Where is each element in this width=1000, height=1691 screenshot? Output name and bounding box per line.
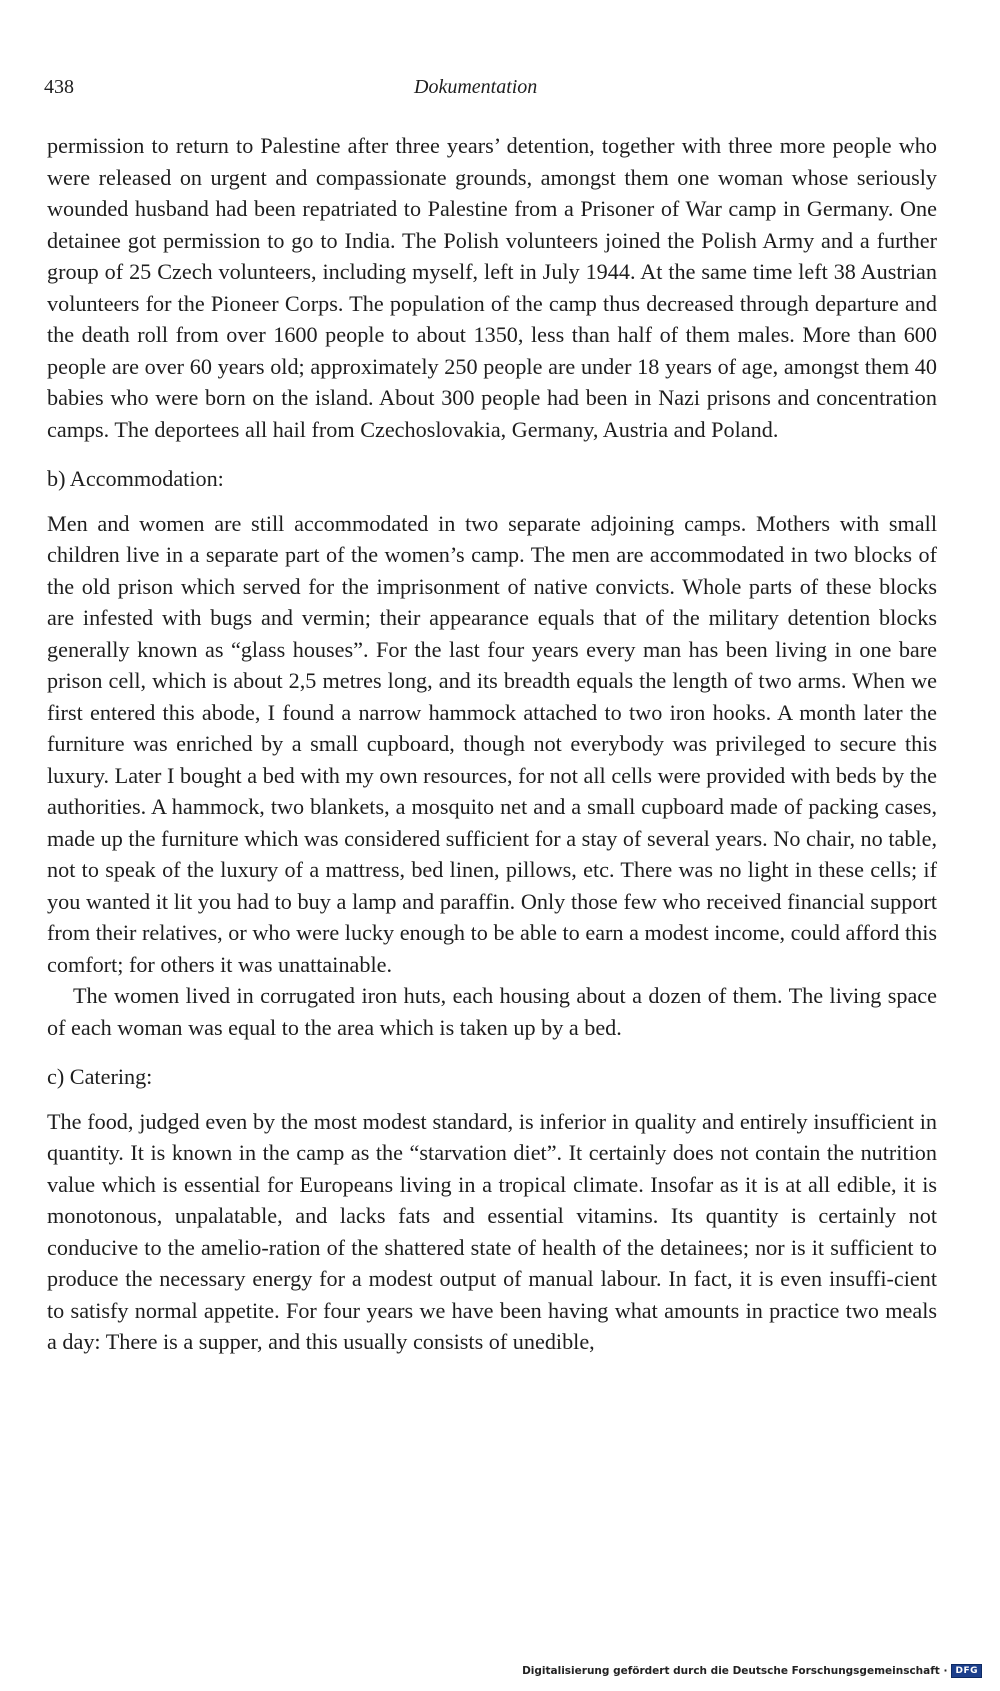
intro-paragraph: permission to return to Palestine after three years’ detention, together with three more people who were released on urgent and compassionate grounds, amongst them one woman whose seriously wounded husband had been repatriated to Palestine from a Prisoner of War camp in Germany. One detainee got permission to go to India. The Polish volunteers joined the Polish Army and a further group of 25 Czech volunteers, including myself, left in July 1944. At the same time left 38 Austrian volunteers for the Pioneer Corps. The population of the camp thus decreased through departure and the death roll from over 1600 people to about 1350, less than half of them males. More than 600 people are over 60 years old; approximately 250 people are under 18 years of age, amongst them 40 babies who were born on the island. About 300 people had been in Nazi prisons and concentration camps. The deportees all hail from Czechoslovakia, Germany, Austria and Poland. xyxy=(47,133,937,442)
catering-paragraph-1: The food, judged even by the most modest standard, is inferior in quality and entirely insufficient in quantity. It is known in the camp as the “starvation diet”. It certainly does not contain the nutrition value which is essential for Europeans living in a tropical climate. Insofar as it is at all edible, it is monotonous, unpalatable, and lacks fats and essential vitamins. Its quantity is certainly not conducive to the amelio-ration of the shattered state of health of the detainees; nor is it sufficient to produce the necessary energy for a modest output of manual labour. In fact, it is even insuffi-cient to satisfy normal appetite. For four years we have been having what amounts in practice two meals a day: There is a supper, and this usually consists of unedible, xyxy=(47,1108,937,1354)
credit-text: Digitalisierung gefördert durch die Deutsche Forschungsgemeinschaft · xyxy=(522,1665,948,1677)
page-header xyxy=(44,76,934,106)
body-text xyxy=(47,130,937,1358)
accommodation-paragraph-2: The women lived in corrugated iron huts, each housing about a dozen of them. The living space of each woman was equal to the area which is taken up by a bed. xyxy=(47,983,937,1040)
digitization-credit xyxy=(522,1664,982,1678)
dfg-logo: DFG xyxy=(951,1664,982,1678)
section-heading-catering: c) Catering: xyxy=(47,1064,153,1089)
section-heading-accommodation: b) Accommodation: xyxy=(47,466,224,491)
running-title: Dokumentation xyxy=(414,76,538,98)
page-number: 438 xyxy=(44,76,74,98)
accommodation-paragraph-1: Men and women are still accommodated in two separate adjoining camps. Mothers with small children live in a separate part of the women’s camp. The men are accommodated in two blocks of the old prison which served for the imprisonment of native convicts. Whole parts of these blocks are infested with bugs and vermin; their appearance equals that of the military detention blocks generally known as “glass houses”. For the last four years every man has been living in one bare prison cell, which is about 2,5 metres long, and its breadth equals the length of two arms. When we first entered this abode, I found a narrow hammock attached to two iron hooks. A month later the furniture was enriched by a small cupboard, though not everybody was privileged to secure this luxury. Later I bought a bed with my own resources, for not all cells were provided with beds by the authorities. A hammock, two blankets, a mosquito net and a small cupboard made of packing cases, made up the furniture which was considered sufficient for a stay of several years. No chair, no table, not to speak of the luxury of a mattress, bed linen, pillows, etc. There was no light in these cells; if you wanted it lit you had to buy a lamp and paraffin. Only those few who received financial support from their relatives, or who were lucky enough to be able to earn a modest income, could afford this comfort; for others it was unattainable. xyxy=(47,510,937,977)
